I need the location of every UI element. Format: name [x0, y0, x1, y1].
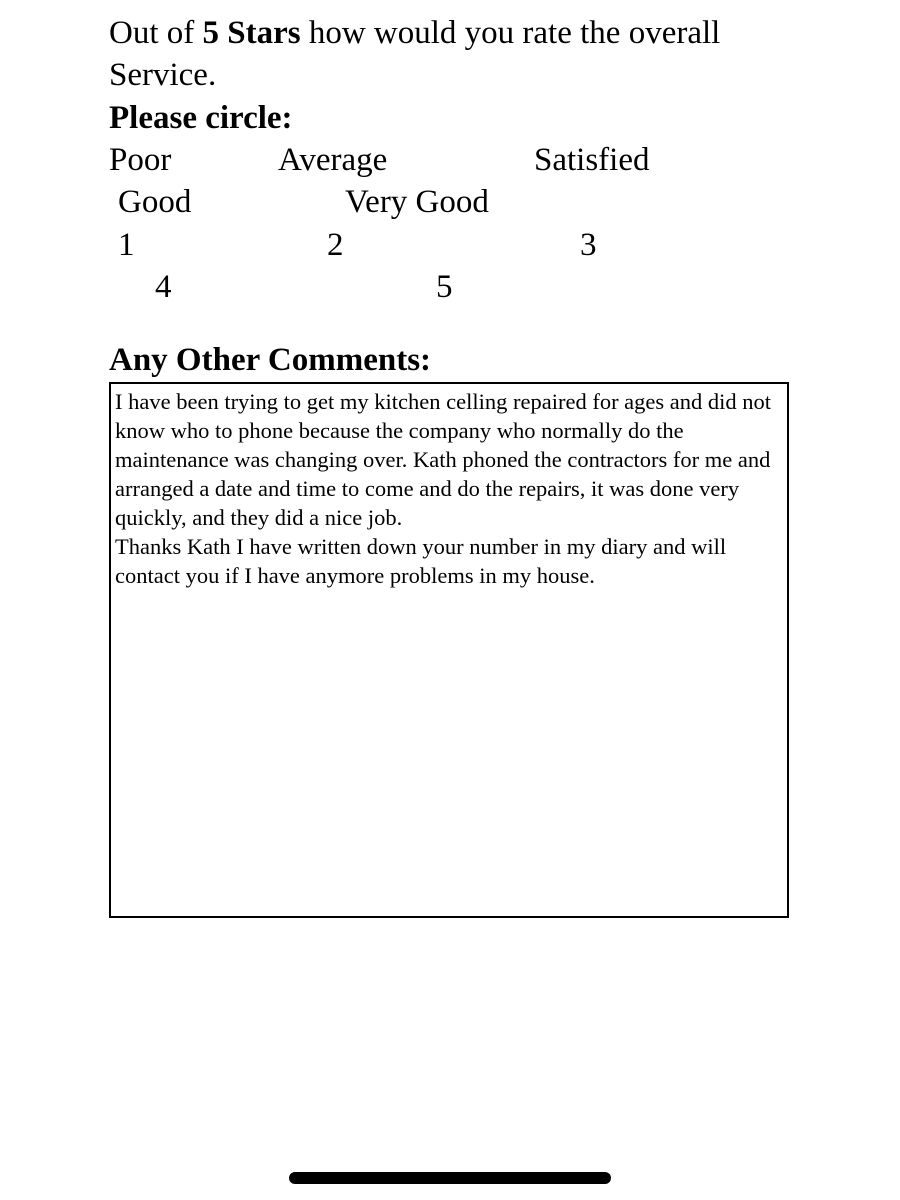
rating-label-satisfied[interactable]: Satisfied — [534, 142, 650, 178]
rating-number-5[interactable]: 5 — [436, 269, 453, 305]
rating-number-2[interactable]: 2 — [327, 227, 344, 263]
comments-heading: Any Other Comments: — [109, 342, 432, 378]
rating-number-1[interactable]: 1 — [118, 227, 135, 263]
rating-label-average[interactable]: Average — [278, 142, 388, 178]
survey-question — [109, 12, 809, 96]
rating-label-poor[interactable]: Poor — [109, 142, 172, 178]
rating-label-good[interactable]: Good — [118, 184, 192, 220]
question-prefix: Out of — [109, 15, 195, 51]
instruction-text: Please circle: — [109, 100, 293, 136]
question-emphasis: 5 Stars — [202, 15, 301, 51]
comment-paragraph: Thanks Kath I have written down your number in my diary and will contact you if I have anymore problems in my house. — [115, 534, 727, 588]
home-indicator[interactable] — [289, 1172, 611, 1184]
rating-number-4[interactable]: 4 — [155, 269, 172, 305]
rating-number-3[interactable]: 3 — [580, 227, 597, 263]
question-suffix: how would you rate the overall Service. — [109, 15, 721, 93]
comment-paragraph: I have been trying to get my kitchen celling repaired for ages and did not know who to phone because the company who normally do the maintenance was changing over. Kath phoned the contractors for me and arranged a date and time to come and do the repairs, it was done very quickly, and they did a nice job. — [115, 389, 772, 530]
comments-box[interactable] — [109, 382, 789, 918]
rating-label-very-good[interactable]: Very Good — [345, 184, 489, 220]
